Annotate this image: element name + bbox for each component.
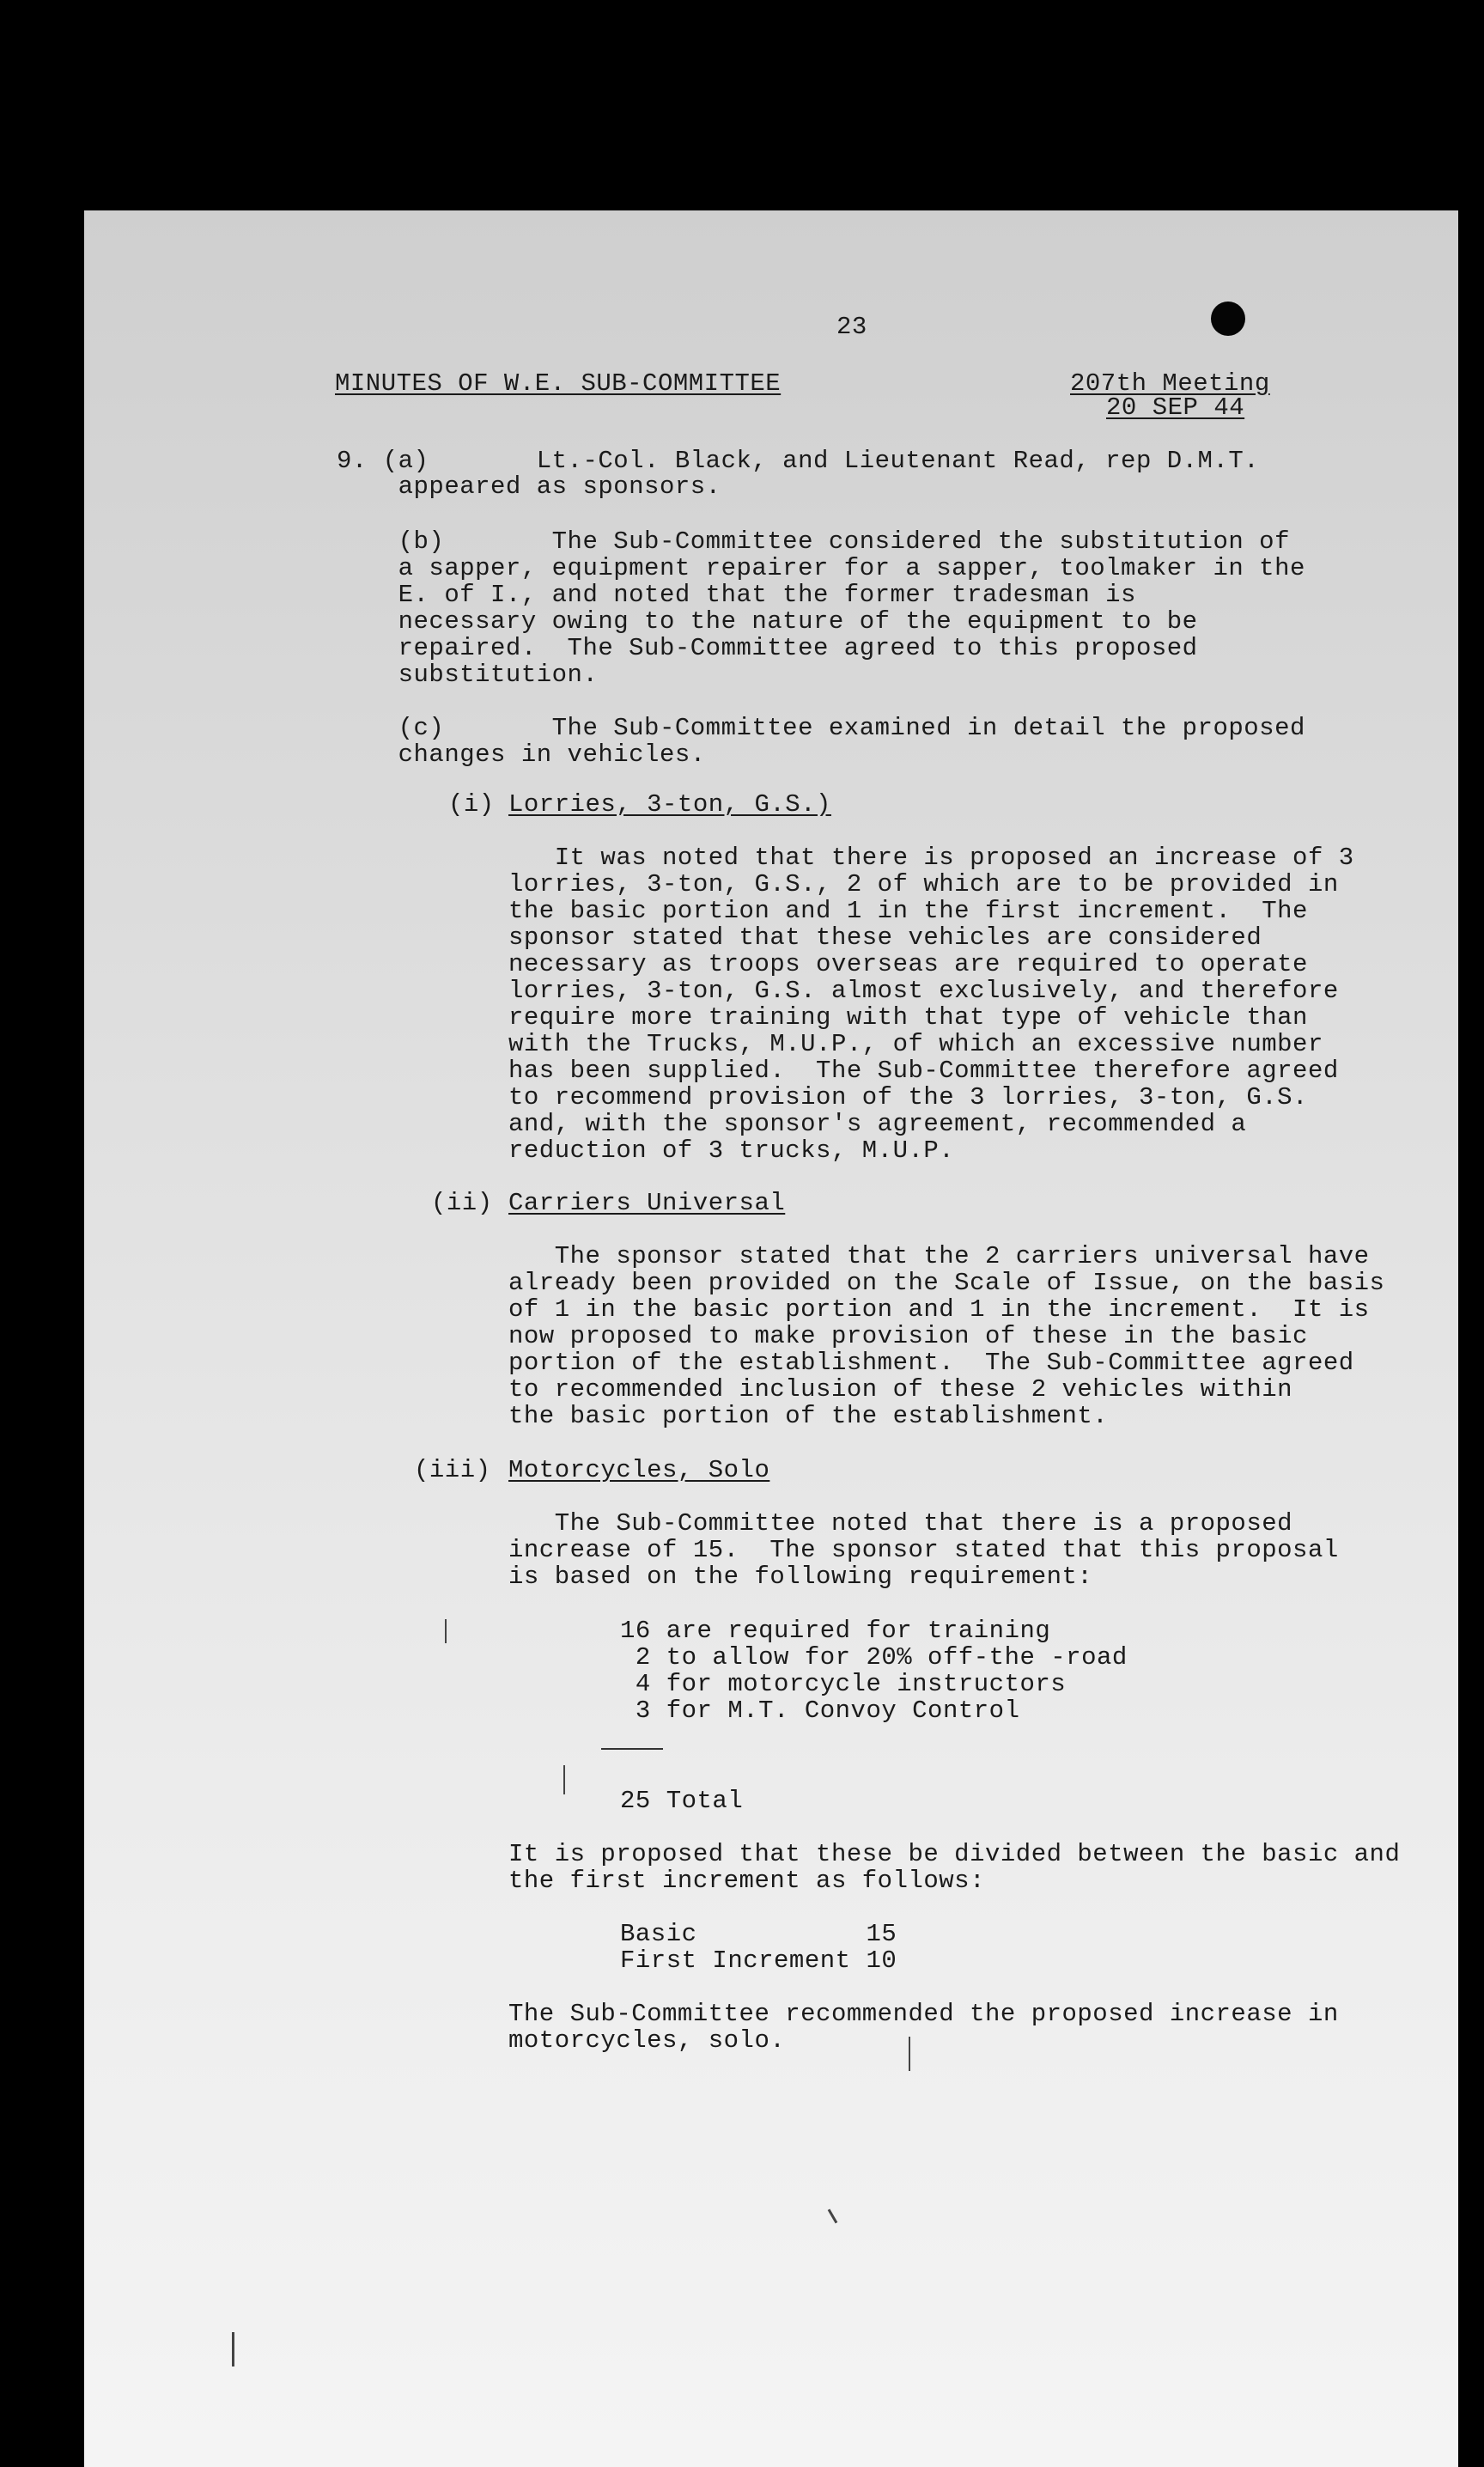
item-i-line-8: with the Trucks, M.U.P., of which an excessive number [508,1030,1323,1058]
item-i-line-3: the basic portion and 1 in the first increment. The [508,897,1308,925]
item-i-heading: Lorries, 3-ton, G.S.) [508,790,831,819]
item-ii-line-7: the basic portion of the establishment. [508,1402,1109,1430]
requirement-off-road: 2 to allow for 20% off-the -road [620,1643,1128,1672]
item-i-line-12: reduction of 3 trucks, M.U.P. [508,1136,955,1165]
item-i-line-1: It was noted that there is proposed an increase of 3 [508,844,1354,872]
scan-mark [232,2332,234,2366]
item-i-line-4: sponsor stated that these vehicles are considered [508,923,1262,952]
item-iii-line-1: The Sub-Committee noted that there is a proposed [508,1509,1293,1538]
conclusion-line-1: The Sub-Committee recommended the proposed increase in [508,2000,1339,2028]
item-ii-line-3: of 1 in the basic portion and 1 in the increment. It is [508,1295,1370,1324]
conclusion-line-2: motorcycles, solo. [508,2026,786,2055]
item-ii-line-5: portion of the establishment. The Sub-Committee agreed [508,1349,1354,1377]
item-iii-number: (iii) [414,1456,491,1484]
para-9b-line-1: (b) The Sub-Committee considered the substitution of [337,527,1290,556]
para-9b-line-6: substitution. [337,661,599,689]
item-iii-line-2: increase of 15. The sponsor stated that this proposal [508,1536,1339,1564]
para-9a-line-1: 9. (a) Lt.-Col. Black, and Lieutenant Read, rep D.M.T. [337,447,1260,475]
division-basic: Basic 15 [620,1920,897,1948]
total-rule [601,1748,663,1750]
requirement-convoy: 3 for M.T. Convoy Control [620,1696,1020,1725]
item-iii-line-3: is based on the following requirement: [508,1562,1093,1591]
document-page [84,210,1458,2467]
meeting-date: 20 SEP 44 [1106,393,1245,422]
item-ii-line-6: to recommended inclusion of these 2 vehicles within [508,1375,1293,1404]
item-i-line-2: lorries, 3-ton, G.S., 2 of which are to be provided in [508,870,1339,898]
requirement-instructors: 4 for motorcycle instructors [620,1670,1067,1698]
para-9c-line-2: changes in vehicles. [337,740,706,769]
para-9a-line-2: appeared as sponsors. [337,472,721,501]
para-9b-line-4: necessary owing to the nature of the equipment to be [337,607,1198,636]
item-ii-line-2: already been provided on the Scale of Issue, on the basis [508,1269,1385,1297]
item-i-line-10: to recommend provision of the 3 lorries, 3-ton, G.S. [508,1083,1308,1112]
item-i-line-7: require more training with that type of vehicle than [508,1003,1308,1032]
item-i-line-6: lorries, 3-ton, G.S. almost exclusively, and therefore [508,977,1339,1005]
item-ii-heading: Carriers Universal [508,1189,786,1217]
requirement-training: 16 are required for training [620,1617,1051,1645]
item-i-line-9: has been supplied. The Sub-Committee therefore agreed [508,1057,1339,1085]
item-iii-heading: Motorcycles, Solo [508,1456,770,1484]
meeting-number: 207th Meeting [1070,369,1270,398]
division-first-increment: First Increment 10 [620,1946,897,1975]
item-ii-line-4: now proposed to make provision of these in the basic [508,1322,1308,1350]
item-ii-line-1: The sponsor stated that the 2 carriers universal have [508,1242,1370,1270]
item-ii-number: (ii) [431,1189,493,1217]
para-9c-line-1: (c) The Sub-Committee examined in detail the proposed [337,714,1305,742]
page-number: 23 [836,313,867,341]
header-title: MINUTES OF W.E. SUB-COMMITTEE [335,369,782,398]
scan-mark [828,2208,838,2223]
para-9b-line-5: repaired. The Sub-Committee agreed to this proposed [337,634,1198,662]
division-line-2: the first increment as follows: [508,1867,985,1895]
scan-mark [909,2037,910,2071]
item-i-line-5: necessary as troops overseas are required to operate [508,950,1308,978]
scan-mark [563,1765,565,1794]
item-i-number: (i) [448,790,495,819]
item-i-line-11: and, with the sponsor's agreement, recommended a [508,1110,1247,1138]
division-line-1: It is proposed that these be divided between the basic and [508,1840,1401,1868]
para-9b-line-3: E. of I., and noted that the former tradesman is [337,581,1136,609]
punch-hole-dot [1211,302,1245,336]
scan-mark [445,1619,447,1643]
para-9b-line-2: a sapper, equipment repairer for a sapper, toolmaker in the [337,554,1305,582]
requirement-total: 25 Total [620,1787,744,1815]
